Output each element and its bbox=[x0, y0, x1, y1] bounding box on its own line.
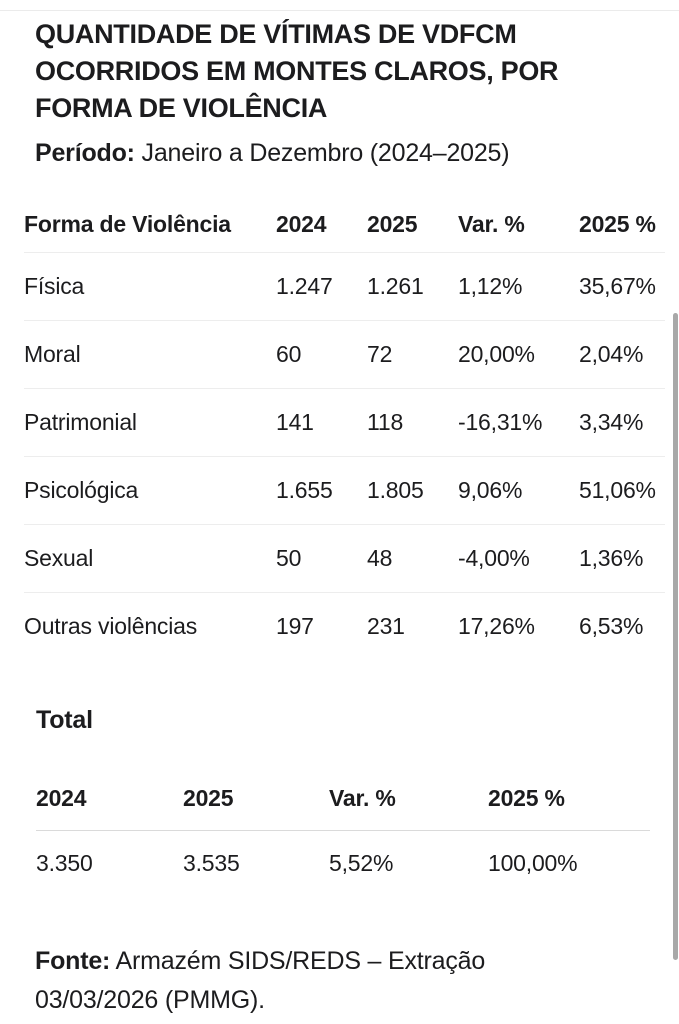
cell-share: 1,36% bbox=[579, 545, 644, 571]
cell-label: Psicológica bbox=[24, 477, 139, 503]
cell-2024: 141 bbox=[276, 409, 314, 435]
cell-var: -16,31% bbox=[458, 409, 543, 435]
cell-var: 9,06% bbox=[458, 477, 523, 503]
cell-label: Moral bbox=[24, 341, 81, 367]
header-cell-2024: 2024 bbox=[276, 210, 327, 237]
cell-var: 1,12% bbox=[458, 273, 523, 299]
header-cell-forma: Forma de Violência bbox=[24, 210, 231, 237]
period-value: Janeiro a Dezembro (2024–2025) bbox=[141, 139, 510, 167]
header-cell-share: 2025 % bbox=[579, 210, 656, 237]
table-row bbox=[24, 524, 665, 592]
violence-table bbox=[24, 196, 665, 660]
header-cell-2025: 2025 bbox=[367, 210, 418, 237]
cell-label: Física bbox=[24, 273, 85, 299]
top-divider bbox=[0, 10, 679, 11]
period-line bbox=[35, 136, 580, 170]
total-values-row bbox=[36, 831, 650, 895]
cell-2025: 48 bbox=[367, 545, 393, 571]
cell-2024: 60 bbox=[276, 341, 302, 367]
total-header-2024: 2024 bbox=[36, 784, 87, 811]
cell-label: Sexual bbox=[24, 545, 94, 571]
cell-2024: 1.655 bbox=[276, 477, 333, 503]
source-label: Fonte: bbox=[35, 947, 111, 975]
total-header-row bbox=[36, 766, 650, 831]
source-text: Armazém SIDS/REDS – Extração 03/03/2026 (PMMG). bbox=[35, 947, 486, 1014]
table-row bbox=[24, 320, 665, 388]
total-value-2024: 3.350 bbox=[36, 849, 93, 876]
total-value-var: 5,52% bbox=[329, 849, 394, 876]
total-header-share: 2025 % bbox=[488, 784, 565, 811]
cell-var: -4,00% bbox=[458, 545, 530, 571]
cell-share: 6,53% bbox=[579, 613, 644, 639]
cell-2025: 118 bbox=[367, 409, 404, 435]
cell-2025: 231 bbox=[367, 613, 405, 639]
period-label: Período: bbox=[35, 139, 135, 167]
report-header bbox=[35, 16, 580, 170]
cell-share: 2,04% bbox=[579, 341, 644, 367]
total-header-2025: 2025 bbox=[183, 784, 234, 811]
cell-2024: 197 bbox=[276, 613, 314, 639]
scrollbar-thumb[interactable] bbox=[673, 313, 678, 960]
table-row bbox=[24, 592, 665, 660]
cell-var: 20,00% bbox=[458, 341, 535, 367]
total-value-2025: 3.535 bbox=[183, 849, 240, 876]
total-table bbox=[36, 766, 650, 895]
source-note bbox=[35, 942, 555, 1020]
page-title: QUANTIDADE DE VÍTIMAS DE VDFCM OCORRIDOS EM MONTES CLAROS, POR FORMA DE VIOLÊNCIA bbox=[35, 19, 559, 123]
cell-label: Outras violências bbox=[24, 613, 198, 639]
header-cell-var: Var. % bbox=[458, 210, 525, 237]
cell-2025: 1.261 bbox=[367, 273, 424, 299]
total-value-share: 100,00% bbox=[488, 849, 578, 876]
total-heading: Total bbox=[36, 706, 93, 734]
cell-2024: 50 bbox=[276, 545, 302, 571]
cell-share: 51,06% bbox=[579, 477, 656, 503]
cell-share: 35,67% bbox=[579, 273, 656, 299]
cell-2025: 72 bbox=[367, 341, 393, 367]
total-header-var: Var. % bbox=[329, 784, 396, 811]
cell-label: Patrimonial bbox=[24, 409, 137, 435]
cell-var: 17,26% bbox=[458, 613, 535, 639]
table-row bbox=[24, 388, 665, 456]
table-header-row bbox=[24, 196, 665, 252]
table-row bbox=[24, 252, 665, 320]
table-row bbox=[24, 456, 665, 524]
cell-2024: 1.247 bbox=[276, 273, 333, 299]
cell-2025: 1.805 bbox=[367, 477, 424, 503]
cell-share: 3,34% bbox=[579, 409, 644, 435]
